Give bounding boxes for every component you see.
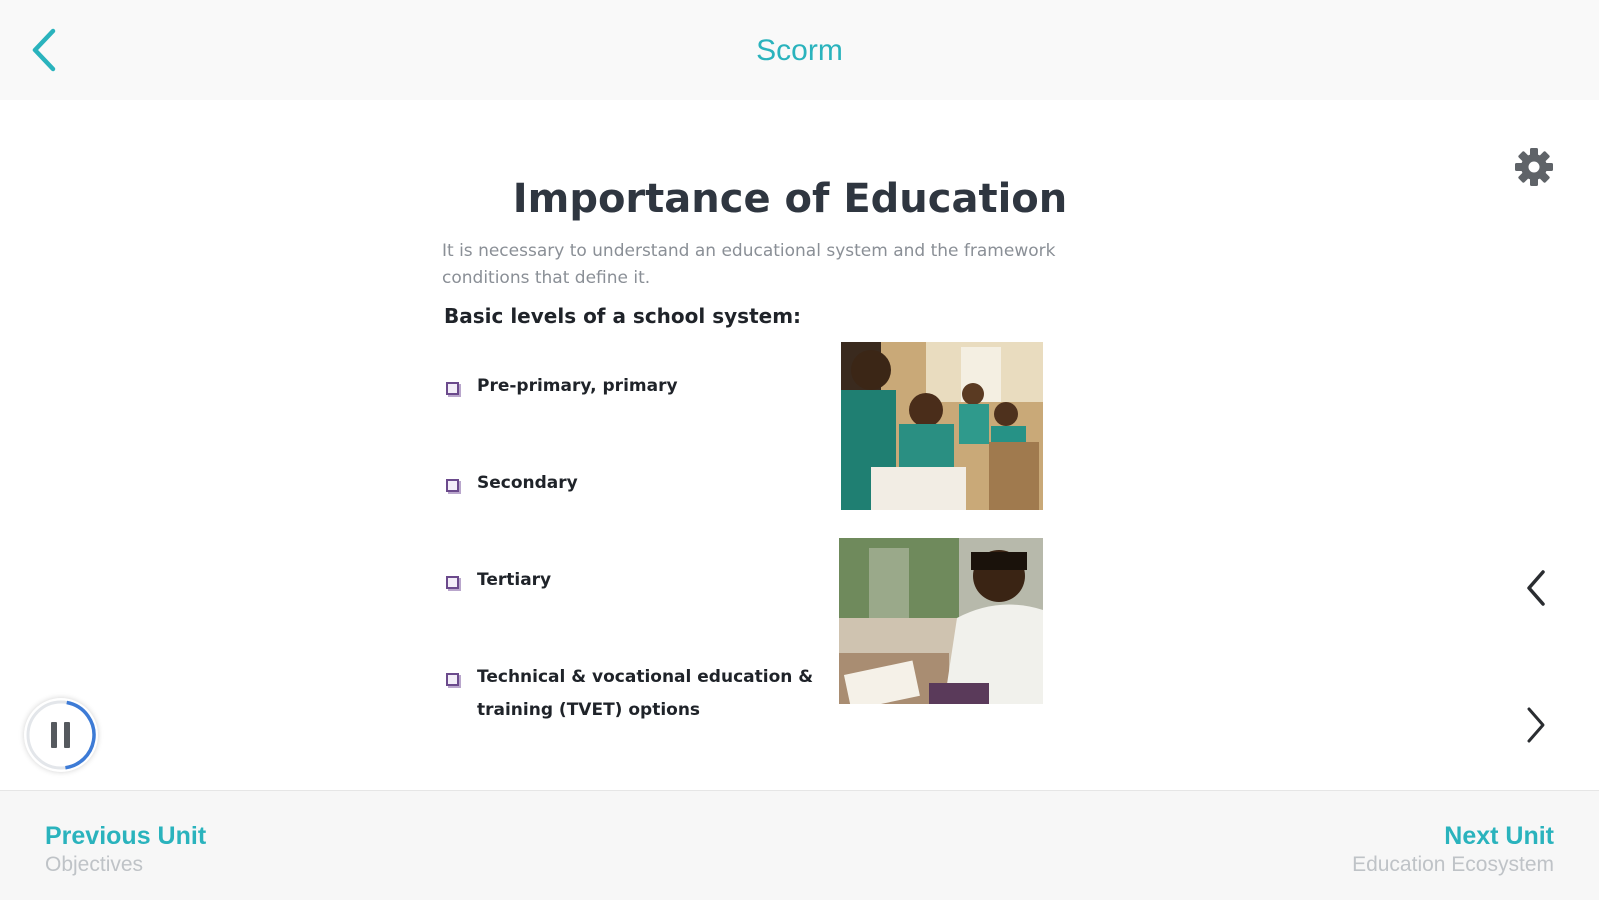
list-item-label: Tertiary bbox=[477, 570, 552, 590]
classroom-students-image bbox=[841, 342, 1043, 510]
gear-icon bbox=[1512, 145, 1556, 189]
next-unit-button[interactable] bbox=[1352, 822, 1554, 877]
list-item bbox=[446, 572, 551, 597]
next-unit-label: Next Unit bbox=[1444, 822, 1554, 850]
previous-unit-name: Objectives bbox=[45, 853, 144, 876]
list-item bbox=[446, 669, 826, 727]
slide-subheading: Basic levels of a school system: bbox=[444, 304, 802, 328]
man-reading-image bbox=[839, 538, 1043, 704]
next-slide-button[interactable] bbox=[1516, 700, 1556, 750]
checkbox-bullet-icon bbox=[446, 673, 459, 686]
previous-slide-button[interactable] bbox=[1516, 563, 1556, 613]
list-item-label: Secondary bbox=[477, 473, 578, 493]
list-item bbox=[446, 475, 578, 500]
page-title: Scorm bbox=[756, 34, 843, 67]
chevron-left-icon bbox=[1525, 569, 1547, 607]
previous-unit-button[interactable] bbox=[45, 822, 206, 877]
settings-button[interactable] bbox=[1512, 145, 1556, 189]
pause-button[interactable] bbox=[24, 698, 98, 772]
list-item-label: Technical & vocational education & training (TVET) options bbox=[477, 667, 814, 720]
slide-title: Importance of Education bbox=[512, 176, 1068, 222]
slide-intro-text: It is necessary to understand an educational system and the framework conditions that define it. bbox=[442, 241, 1056, 288]
list-item-label: Pre-primary, primary bbox=[477, 376, 678, 396]
previous-unit-label: Previous Unit bbox=[45, 822, 207, 850]
checkbox-bullet-icon bbox=[446, 576, 459, 589]
next-unit-name: Education Ecosystem bbox=[1352, 853, 1554, 876]
checkbox-bullet-icon bbox=[446, 479, 459, 492]
top-navigation-bar bbox=[0, 0, 1599, 100]
chevron-right-icon bbox=[1525, 706, 1547, 744]
list-item bbox=[446, 378, 678, 403]
pause-icon bbox=[24, 698, 98, 772]
checkbox-bullet-icon bbox=[446, 382, 459, 395]
